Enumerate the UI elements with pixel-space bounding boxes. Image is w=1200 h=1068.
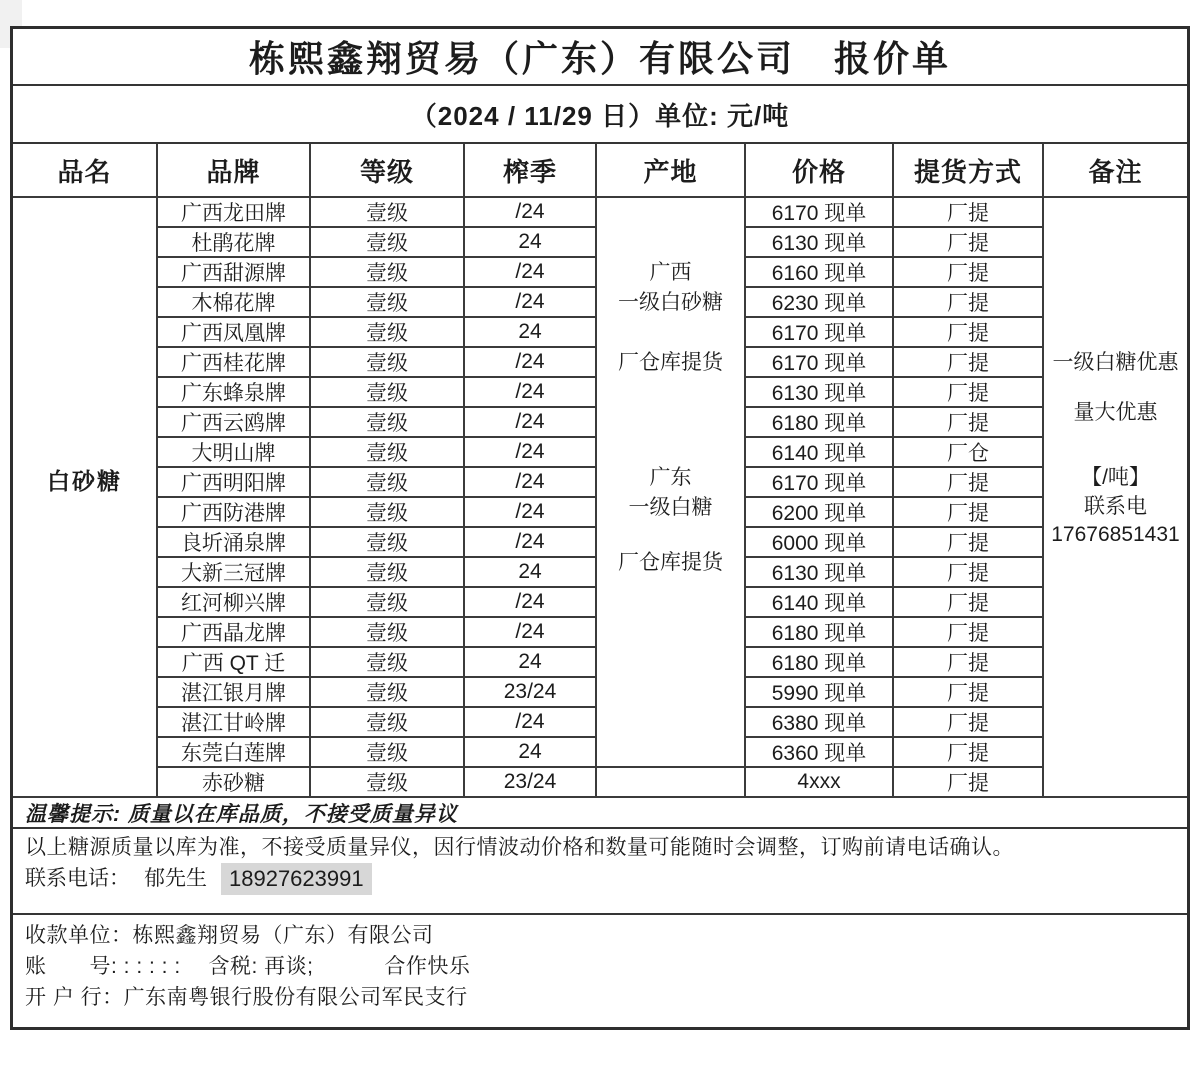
brand-cell: 东莞白莲牌 — [158, 738, 311, 768]
grade-cell: 壹级 — [311, 768, 465, 798]
price-cell: 6170 现单 — [746, 468, 894, 498]
price-cell: 6140 现单 — [746, 438, 894, 468]
pickup-cell: 厂提 — [894, 378, 1044, 408]
quotation-sheet — [10, 26, 1190, 1030]
pickup-cell: 厂提 — [894, 648, 1044, 678]
price-cell: 4xxx — [746, 768, 894, 798]
remark-line: 量大优惠 — [1073, 401, 1158, 424]
remark-line: 【/吨】 — [1081, 466, 1150, 489]
price-cell: 6130 现单 — [746, 228, 894, 258]
brand-cell: 大明山牌 — [158, 438, 311, 468]
header-product: 品名 — [13, 144, 158, 198]
brand-cell: 广西甜源牌 — [158, 258, 311, 288]
grade-cell: 壹级 — [311, 318, 465, 348]
price-cell: 6180 现单 — [746, 648, 894, 678]
contact-name: 郁先生 — [144, 867, 207, 890]
payee-line: 收款单位：栋熙鑫翔贸易（广东）有限公司 — [25, 924, 434, 947]
header-brand: 品牌 — [158, 144, 311, 198]
season-cell: /24 — [465, 708, 597, 738]
pickup-cell: 厂仓 — [894, 438, 1044, 468]
season-cell: /24 — [465, 378, 597, 408]
grade-cell: 壹级 — [311, 378, 465, 408]
price-cell: 6200 现单 — [746, 498, 894, 528]
origin-cell — [597, 198, 746, 768]
grade-cell: 壹级 — [311, 618, 465, 648]
grade-cell: 壹级 — [311, 738, 465, 768]
price-cell: 6170 现单 — [746, 348, 894, 378]
price-cell: 5990 现单 — [746, 678, 894, 708]
origin-line: 广西 — [649, 261, 692, 284]
brand-cell: 大新三冠牌 — [158, 558, 311, 588]
season-cell: 23/24 — [465, 768, 597, 798]
contact-phone: 18927623991 — [221, 863, 372, 895]
grade-cell: 壹级 — [311, 438, 465, 468]
brand-cell: 杜鹃花牌 — [158, 228, 311, 258]
origin-line: 厂仓库提货 — [618, 351, 723, 374]
header-remarks: 备注 — [1044, 144, 1187, 198]
brand-cell: 广西防港牌 — [158, 498, 311, 528]
brand-cell: 湛江银月牌 — [158, 678, 311, 708]
season-cell: /24 — [465, 288, 597, 318]
pickup-cell: 厂提 — [894, 228, 1044, 258]
origin-line: 厂仓库提货 — [618, 551, 723, 574]
page-title: 栋熙鑫翔贸易（广东）有限公司 报价单 — [13, 29, 1187, 86]
bank-branch-line: 开 户 行：广东南粤银行股份有限公司军民支行 — [25, 986, 468, 1009]
contact-label: 联系电话： — [25, 867, 130, 890]
contact-line — [25, 863, 1175, 895]
grade-cell: 壹级 — [311, 648, 465, 678]
pickup-cell: 厂提 — [894, 678, 1044, 708]
header-price: 价格 — [746, 144, 894, 198]
pickup-cell: 厂提 — [894, 288, 1044, 318]
season-cell: 24 — [465, 318, 597, 348]
price-cell: 6180 现单 — [746, 408, 894, 438]
remark-line: 一级白糖优惠 — [1052, 351, 1179, 374]
pickup-cell: 厂提 — [894, 708, 1044, 738]
header-origin: 产地 — [597, 144, 746, 198]
season-cell: 24 — [465, 558, 597, 588]
price-cell: 6230 现单 — [746, 288, 894, 318]
origin-empty-cell — [597, 768, 746, 798]
note-line: 以上糖源质量以库为准，不接受质量异仪，因行情波动价格和数量可能随时会调整，订购前请电话确认。 — [25, 836, 1014, 859]
price-cell: 6170 现单 — [746, 318, 894, 348]
season-cell: /24 — [465, 348, 597, 378]
brand-cell: 红河柳兴牌 — [158, 588, 311, 618]
price-cell: 6130 现单 — [746, 558, 894, 588]
season-cell: /24 — [465, 588, 597, 618]
pickup-cell: 厂提 — [894, 408, 1044, 438]
grade-cell: 壹级 — [311, 558, 465, 588]
pickup-cell: 厂提 — [894, 468, 1044, 498]
account-line: 账 号: : : : : : 含税: 再谈; 合作快乐 — [25, 955, 471, 978]
season-cell: /24 — [465, 198, 597, 228]
pickup-cell: 厂提 — [894, 318, 1044, 348]
price-cell: 6170 现单 — [746, 198, 894, 228]
notice-line: 温馨提示: 质量以在库品质，不接受质量异议 — [13, 798, 1187, 829]
brand-cell: 广西明阳牌 — [158, 468, 311, 498]
grade-cell: 壹级 — [311, 528, 465, 558]
remark-phone: 17676851431 — [1051, 523, 1180, 546]
pickup-cell: 厂提 — [894, 198, 1044, 228]
season-cell: 24 — [465, 228, 597, 258]
grade-cell: 壹级 — [311, 498, 465, 528]
header-grade: 等级 — [311, 144, 465, 198]
brand-cell: 赤砂糖 — [158, 768, 311, 798]
grade-cell: 壹级 — [311, 468, 465, 498]
brand-cell: 木棉花牌 — [158, 288, 311, 318]
brand-cell: 广西桂花牌 — [158, 348, 311, 378]
origin-line: 广东 — [649, 466, 692, 489]
grade-cell: 壹级 — [311, 198, 465, 228]
brand-cell: 湛江甘岭牌 — [158, 708, 311, 738]
price-cell: 6180 现单 — [746, 618, 894, 648]
pickup-cell: 厂提 — [894, 498, 1044, 528]
pickup-cell: 厂提 — [894, 768, 1044, 798]
price-cell: 6380 现单 — [746, 708, 894, 738]
price-cell: 6000 现单 — [746, 528, 894, 558]
season-cell: /24 — [465, 528, 597, 558]
product-name: 白砂糖 — [47, 468, 122, 494]
brand-cell: 良圻涌泉牌 — [158, 528, 311, 558]
season-cell: 24 — [465, 648, 597, 678]
season-cell: /24 — [465, 618, 597, 648]
grade-cell: 壹级 — [311, 348, 465, 378]
pickup-cell: 厂提 — [894, 528, 1044, 558]
pickup-cell: 厂提 — [894, 618, 1044, 648]
pickup-cell: 厂提 — [894, 558, 1044, 588]
brand-cell: 广西凤凰牌 — [158, 318, 311, 348]
pickup-cell: 厂提 — [894, 588, 1044, 618]
remark-line: 联系电 — [1084, 495, 1147, 518]
brand-cell: 广西云鸥牌 — [158, 408, 311, 438]
price-cell: 6360 现单 — [746, 738, 894, 768]
remarks-cell — [1044, 198, 1187, 798]
header-pickup: 提货方式 — [894, 144, 1044, 198]
product-name-cell — [13, 198, 158, 798]
price-cell: 6140 现单 — [746, 588, 894, 618]
brand-cell: 广西 QT 迁 — [158, 648, 311, 678]
season-cell: 23/24 — [465, 678, 597, 708]
date-unit-line: （2024 / 11/29 日）单位: 元/吨 — [13, 86, 1187, 144]
season-cell: /24 — [465, 408, 597, 438]
season-cell: /24 — [465, 468, 597, 498]
price-cell: 6130 现单 — [746, 378, 894, 408]
brand-cell: 广西龙田牌 — [158, 198, 311, 228]
grade-cell: 壹级 — [311, 678, 465, 708]
origin-line: 一级白砂糖 — [618, 291, 723, 314]
grade-cell: 壹级 — [311, 288, 465, 318]
pickup-cell: 厂提 — [894, 348, 1044, 378]
pickup-cell: 厂提 — [894, 738, 1044, 768]
season-cell: 24 — [465, 738, 597, 768]
grade-cell: 壹级 — [311, 408, 465, 438]
season-cell: /24 — [465, 438, 597, 468]
brand-cell: 广东蜂泉牌 — [158, 378, 311, 408]
price-cell: 6160 现单 — [746, 258, 894, 288]
grade-cell: 壹级 — [311, 708, 465, 738]
quotation-table — [13, 144, 1187, 798]
bank-block — [13, 915, 1187, 1013]
notes-block — [13, 829, 1187, 915]
header-season: 榨季 — [465, 144, 597, 198]
brand-cell: 广西晶龙牌 — [158, 618, 311, 648]
pickup-cell: 厂提 — [894, 258, 1044, 288]
grade-cell: 壹级 — [311, 258, 465, 288]
grade-cell: 壹级 — [311, 588, 465, 618]
season-cell: /24 — [465, 258, 597, 288]
origin-line: 一级白糖 — [628, 496, 713, 519]
season-cell: /24 — [465, 498, 597, 528]
grade-cell: 壹级 — [311, 228, 465, 258]
